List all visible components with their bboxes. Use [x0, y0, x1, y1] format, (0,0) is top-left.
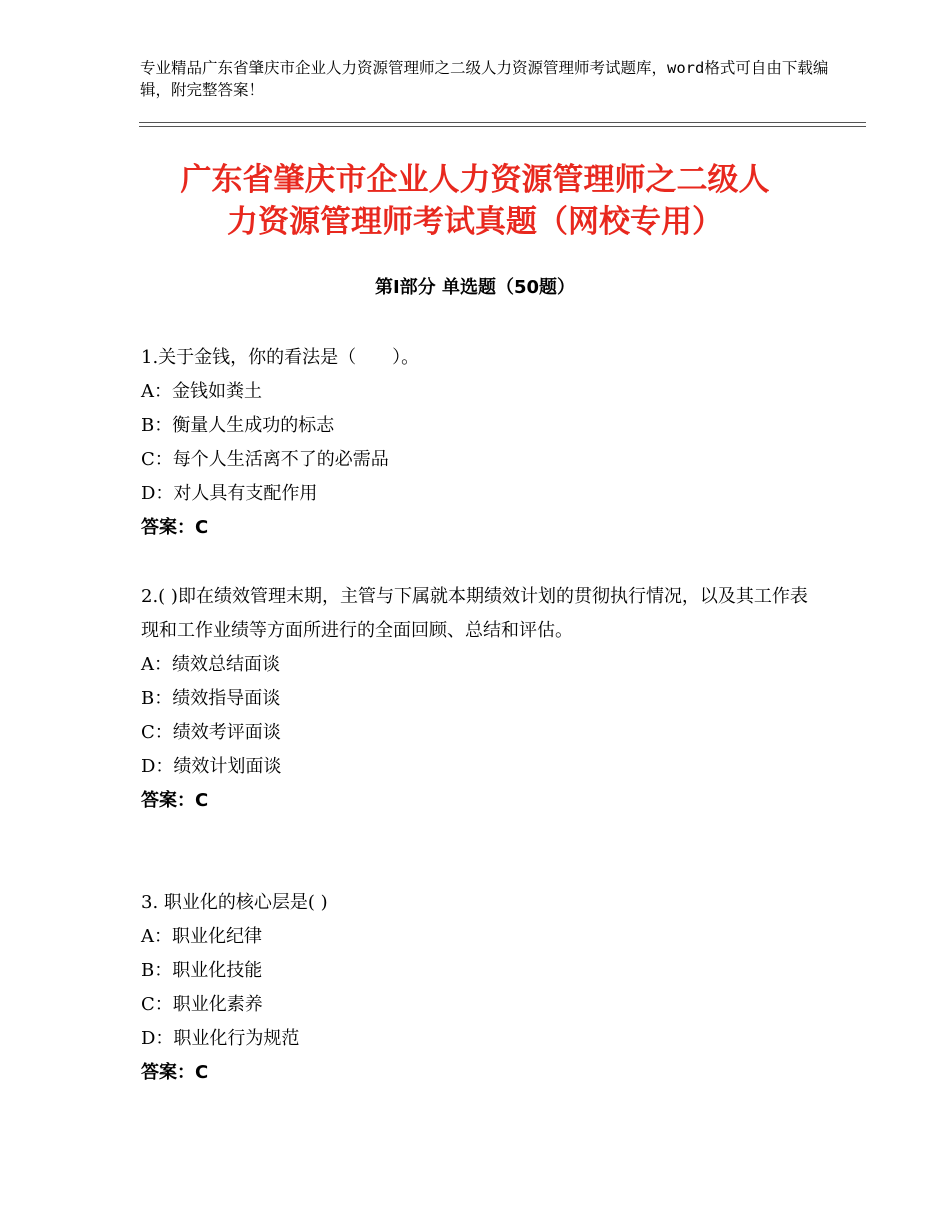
question-1: [141, 341, 821, 545]
option-c: C：绩效考评面谈: [141, 722, 281, 743]
answer: 答案：C: [141, 517, 209, 538]
option-c: C：职业化素养: [141, 994, 263, 1015]
option-c: C：每个人生活离不了的必需品: [141, 449, 389, 470]
option-a: A：绩效总结面谈: [141, 654, 280, 675]
question-stem: 1.关于金钱，你的看法是（ ）。: [141, 347, 420, 368]
option-a: A：职业化纪律: [141, 926, 262, 947]
option-b: B：衡量人生成功的标志: [141, 415, 335, 436]
option-a: A：金钱如粪土: [141, 381, 262, 402]
section-title: 第Ⅰ部分 单选题（50题）: [374, 277, 575, 298]
question-stem: 2.( )即在绩效管理末期，主管与下属就本期绩效计划的贯彻执行情况，以及其工作表现和工作业绩等方面所进行的全面回顾、总结和评估。: [141, 586, 808, 641]
option-b: B：绩效指导面谈: [141, 688, 281, 709]
document-title: [0, 159, 950, 243]
question-3: [141, 886, 821, 1090]
question-stem: 3. 职业化的核心层是( ): [141, 892, 328, 913]
header-rule-bottom: [139, 126, 866, 127]
option-d: D：对人具有支配作用: [141, 483, 318, 504]
question-2: [141, 580, 821, 818]
option-b: B：职业化技能: [141, 960, 263, 981]
header-rule-top: [139, 122, 866, 123]
answer: 答案：C: [141, 1062, 209, 1083]
option-d: D：职业化行为规范: [141, 1028, 300, 1049]
document-title-line-2: 力资源管理师考试真题（网校专用）: [227, 204, 723, 240]
answer: 答案：C: [141, 790, 209, 811]
option-d: D：绩效计划面谈: [141, 756, 282, 777]
document-title-line-1: 广东省肇庆市企业人力资源管理师之二级人: [180, 162, 770, 198]
header-note: 专业精品广东省肇庆市企业人力资源管理师之二级人力资源管理师考试题库，word格式可自由下载编辑，附完整答案！: [140, 59, 829, 99]
